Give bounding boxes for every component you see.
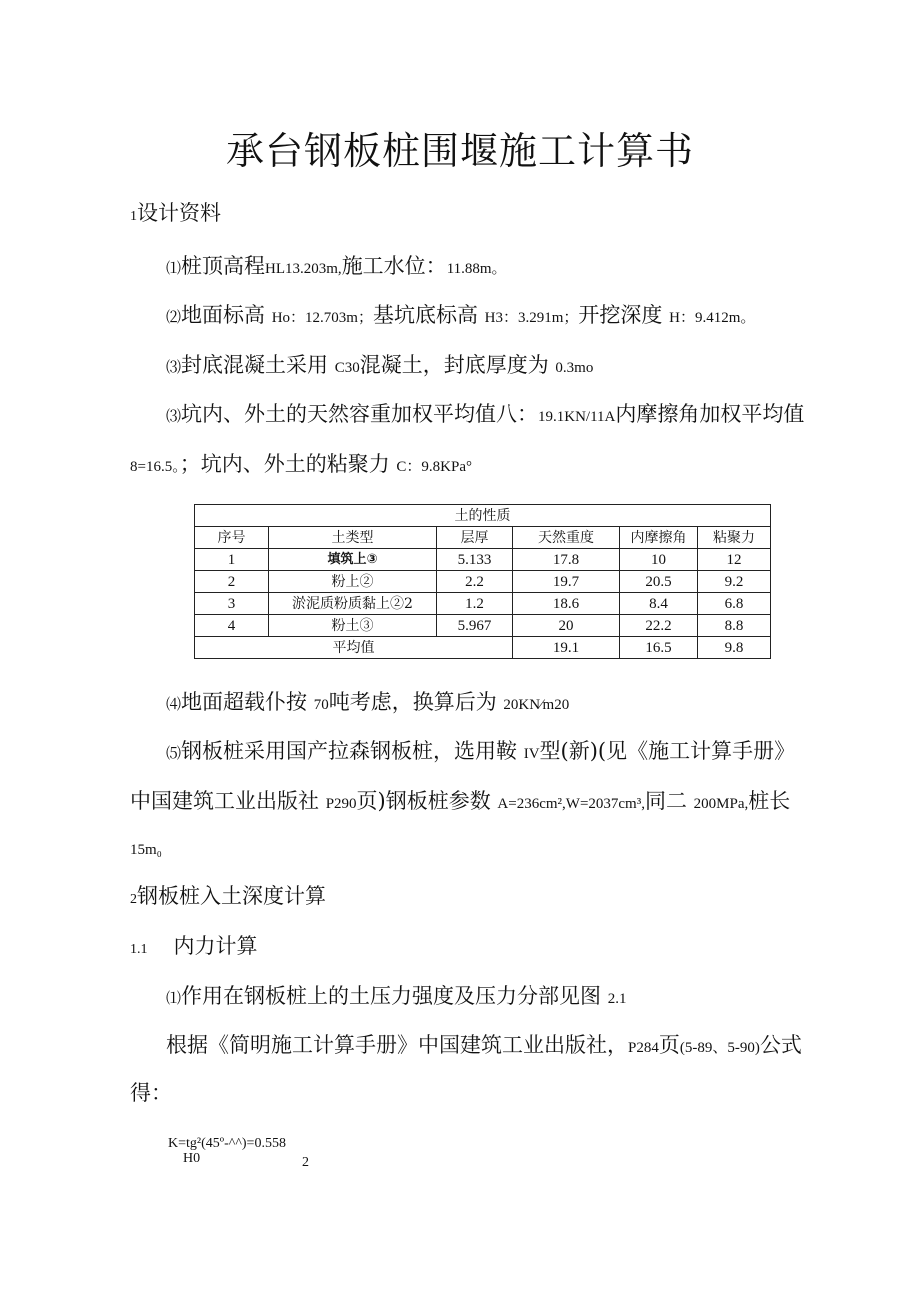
section-title: 内力计算 (173, 934, 258, 958)
table-average-row (195, 637, 771, 659)
item-number: ⑴ (166, 261, 182, 277)
value: P290 (325, 796, 357, 812)
table-cell: 8.8 (698, 615, 771, 637)
table-caption: 土的性质 (195, 505, 771, 527)
column-header: 序号 (195, 527, 269, 549)
paragraph-7 (166, 980, 626, 1010)
paragraph-3 (166, 349, 593, 379)
table-cell: 20.5 (620, 571, 698, 593)
text: 页 (658, 1033, 680, 1057)
table-header-row (195, 527, 771, 549)
value: 19.1KN/11A (538, 409, 616, 425)
table-cell: 粉土③ (269, 615, 437, 637)
item-number: ⑴ (166, 991, 182, 1007)
text: 地面标高 (181, 303, 266, 327)
item-number: ⑶ (166, 360, 182, 376)
average-label: 平均值 (195, 637, 513, 659)
document-title: 承台钢板桩围堰施工计算书 (225, 129, 694, 173)
table-cell: 粉上② (269, 571, 437, 593)
table-cell: 5.133 (437, 549, 513, 571)
value: Ho：12.703m； (271, 310, 373, 326)
text: 混凝土，封底厚度为 (359, 353, 549, 377)
table-cell: 1 (195, 549, 269, 571)
value: 15m₀ (130, 842, 162, 858)
paragraph-4 (166, 398, 804, 428)
table-cell: 5.967 (437, 615, 513, 637)
value: 0.3mo (555, 360, 594, 376)
item-number: ⑸ (166, 746, 182, 762)
table-cell: 8.4 (620, 593, 698, 615)
text: 作用在钢板桩上的土压力强度及压力分部见图 (181, 984, 602, 1008)
text: 型(新)(见《施工计算手册》 (539, 739, 796, 763)
table-row (195, 571, 771, 593)
value: 200MPa, (693, 796, 749, 812)
paragraph-2 (166, 299, 755, 329)
table-cell: 1.2 (437, 593, 513, 615)
table-cell: 4 (195, 615, 269, 637)
text: 页)钢板桩参数 (356, 789, 491, 813)
table-cell: 2 (195, 571, 269, 593)
value: HL13.203m, (265, 261, 342, 277)
text: 桩长 (748, 789, 791, 813)
formula-main: K=tg²(45º-^^)=0.558 (168, 1136, 286, 1151)
section-title: 钢板桩入土深度计算 (137, 884, 326, 908)
paragraph-4-continued (130, 448, 472, 478)
text: 桩顶高程 (181, 254, 266, 278)
paragraph-8-continued: 得： (130, 1081, 172, 1105)
text: 施工水位： (341, 254, 447, 278)
soil-properties-table (194, 504, 771, 659)
table-row (195, 593, 771, 615)
column-header: 粘聚力 (698, 527, 771, 549)
value: C30 (334, 360, 360, 376)
text: 坑内、外土的天然容重加权平均值八： (181, 402, 539, 426)
text: 吨考虑，换算后为 (328, 690, 497, 714)
table-cell: 19.1 (513, 637, 620, 659)
value: 8=16.5。 (130, 459, 180, 475)
text: 同二 (644, 789, 687, 813)
value: H：9.412m。 (669, 310, 756, 326)
table-cell: 20 (513, 615, 620, 637)
column-header: 内摩擦角 (620, 527, 698, 549)
column-header: 天然重度 (513, 527, 620, 549)
value: 20KN⁄m20 (503, 697, 570, 713)
formula-subscript-2: 2 (302, 1155, 309, 1170)
text: 根据《简明施工计算手册》中国建筑工业出版社， (166, 1033, 628, 1057)
item-number: ⑶ (166, 409, 182, 425)
table-cell: 3 (195, 593, 269, 615)
text: 内摩擦角加权平均值 (615, 402, 805, 426)
item-number: ⑵ (166, 310, 182, 326)
value: H3：3.291m； (484, 310, 579, 326)
text: 公式 (759, 1033, 802, 1057)
item-number: ⑷ (166, 697, 182, 713)
table-cell: 9.8 (698, 637, 771, 659)
table-row (195, 615, 771, 637)
section-2-heading (130, 880, 326, 910)
section-number: 2 (130, 892, 137, 907)
value: C：9.8KPa° (396, 459, 472, 475)
table-cell: 填筑上③ (269, 549, 437, 571)
value: (5-89、5-90) (679, 1040, 760, 1056)
column-header: 层厚 (437, 527, 513, 549)
paragraph-1 (166, 250, 507, 280)
value: IV (523, 746, 540, 762)
table-cell: 6.8 (698, 593, 771, 615)
table-cell: 18.6 (513, 593, 620, 615)
value: 2.1 (607, 991, 627, 1007)
section-title: 设计资料 (137, 201, 221, 225)
paragraph-5 (166, 686, 569, 716)
table-cell: 19.7 (513, 571, 620, 593)
table-cell: 16.5 (620, 637, 698, 659)
column-header: 土类型 (269, 527, 437, 549)
section-number: 1 (130, 209, 137, 224)
table-caption-row (195, 505, 771, 527)
text: 封底混凝土采用 (181, 353, 329, 377)
formula-subscript-h0: H0 (183, 1151, 201, 1166)
text: 中国建筑工业出版社 (130, 789, 319, 813)
paragraph-6 (166, 735, 795, 765)
subsection-heading (130, 930, 258, 960)
section-1-heading (130, 197, 221, 227)
table-row (195, 549, 771, 571)
paragraph-6-continued (130, 785, 790, 815)
text: 开挖深度 (578, 303, 663, 327)
text: 钢板桩采用国产拉森钢板桩，选用鞍 (181, 739, 518, 763)
table-cell: 9.2 (698, 571, 771, 593)
value: 11.88m。 (446, 261, 507, 277)
text: 基坑底标高 (372, 303, 478, 327)
text: 地面超载仆按 (181, 690, 308, 714)
section-number: 1.1 (130, 942, 148, 957)
table-cell: 10 (620, 549, 698, 571)
text: ；坑内、外土的粘聚力 (179, 452, 390, 476)
table-cell: 17.8 (513, 549, 620, 571)
table-cell: 2.2 (437, 571, 513, 593)
table-cell: 22.2 (620, 615, 698, 637)
paragraph-8 (166, 1029, 802, 1059)
table-cell: 12 (698, 549, 771, 571)
value: 70 (313, 697, 329, 713)
value: A=236cm²,W=2037cm³, (497, 796, 645, 812)
value: P284 (628, 1040, 659, 1056)
table-cell: 淤泥质粉质黏上②2 (269, 593, 437, 615)
paragraph-6-end (130, 835, 162, 859)
